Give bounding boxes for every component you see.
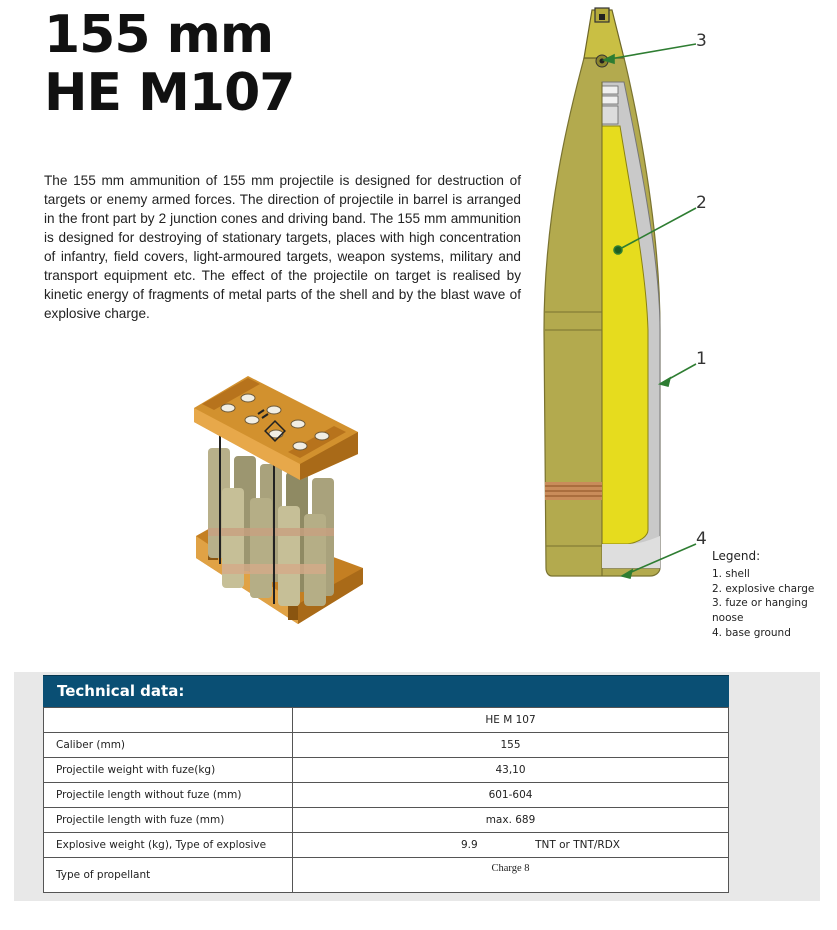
explosive-type: TNT or TNT/RDX	[535, 839, 620, 851]
pallet-illustration	[188, 368, 368, 630]
legend-item: 1. shell	[712, 567, 750, 580]
propellant-value: Charge 8	[491, 863, 530, 874]
technical-data-title: Technical data:	[57, 682, 185, 700]
page-title	[44, 6, 294, 122]
technical-data-header	[43, 675, 729, 708]
row-value: 155	[293, 733, 729, 758]
table-cell-empty	[44, 708, 293, 733]
table-row	[44, 708, 729, 733]
propellant-value-cell	[293, 858, 729, 893]
legend-item: 4. base ground	[712, 626, 791, 639]
row-label: Type of propellant	[44, 858, 293, 893]
table-row	[44, 808, 729, 833]
title-caliber: 155 mm	[44, 5, 274, 65]
diagram-legend	[712, 549, 822, 641]
callout-label-4: 4	[696, 529, 707, 549]
shell-cross-section-diagram	[520, 0, 720, 582]
row-label: Explosive weight (kg), Type of explosive	[44, 833, 293, 858]
callout-label-1: 1	[696, 349, 707, 369]
model-header-cell: HE M 107	[293, 708, 729, 733]
legend-item: 2. explosive charge	[712, 582, 815, 595]
callout-label-3: 3	[696, 31, 707, 51]
row-value: 601-604	[293, 783, 729, 808]
table-row	[44, 833, 729, 858]
explosive-value-cell	[293, 833, 729, 858]
row-label: Projectile length with fuze (mm)	[44, 808, 293, 833]
row-label: Projectile weight with fuze(kg)	[44, 758, 293, 783]
row-value: 43,10	[293, 758, 729, 783]
table-row	[44, 783, 729, 808]
description-text: The 155 mm ammunition of 155 mm projectile is designed for destruction of targets or enemy armed forces. The direction of projectile in barrel is arranged in the front part by 2 junction cones and driving band. The 155 mm ammunition is designed for destroying of stationary targets, places with high concentration of infantry, field covers, light-armoured targets, weapon systems, military and transport equipment etc. The effect of the projectile on target is realised by kinetic energy of fragments of metal parts of the shell and by the blast wave of explosive charge.	[44, 173, 521, 321]
callout-label-2: 2	[696, 193, 707, 213]
title-model: HE M107	[44, 63, 295, 123]
row-value: max. 689	[293, 808, 729, 833]
legend-title: Legend:	[712, 549, 761, 563]
explosive-weight: 9.9	[461, 839, 478, 851]
table-row	[44, 733, 729, 758]
row-label: Projectile length without fuze (mm)	[44, 783, 293, 808]
legend-item: 3. fuze or hanging noose	[712, 597, 808, 625]
technical-data-table	[43, 707, 729, 893]
row-label: Caliber (mm)	[44, 733, 293, 758]
table-row	[44, 858, 729, 893]
table-row	[44, 758, 729, 783]
